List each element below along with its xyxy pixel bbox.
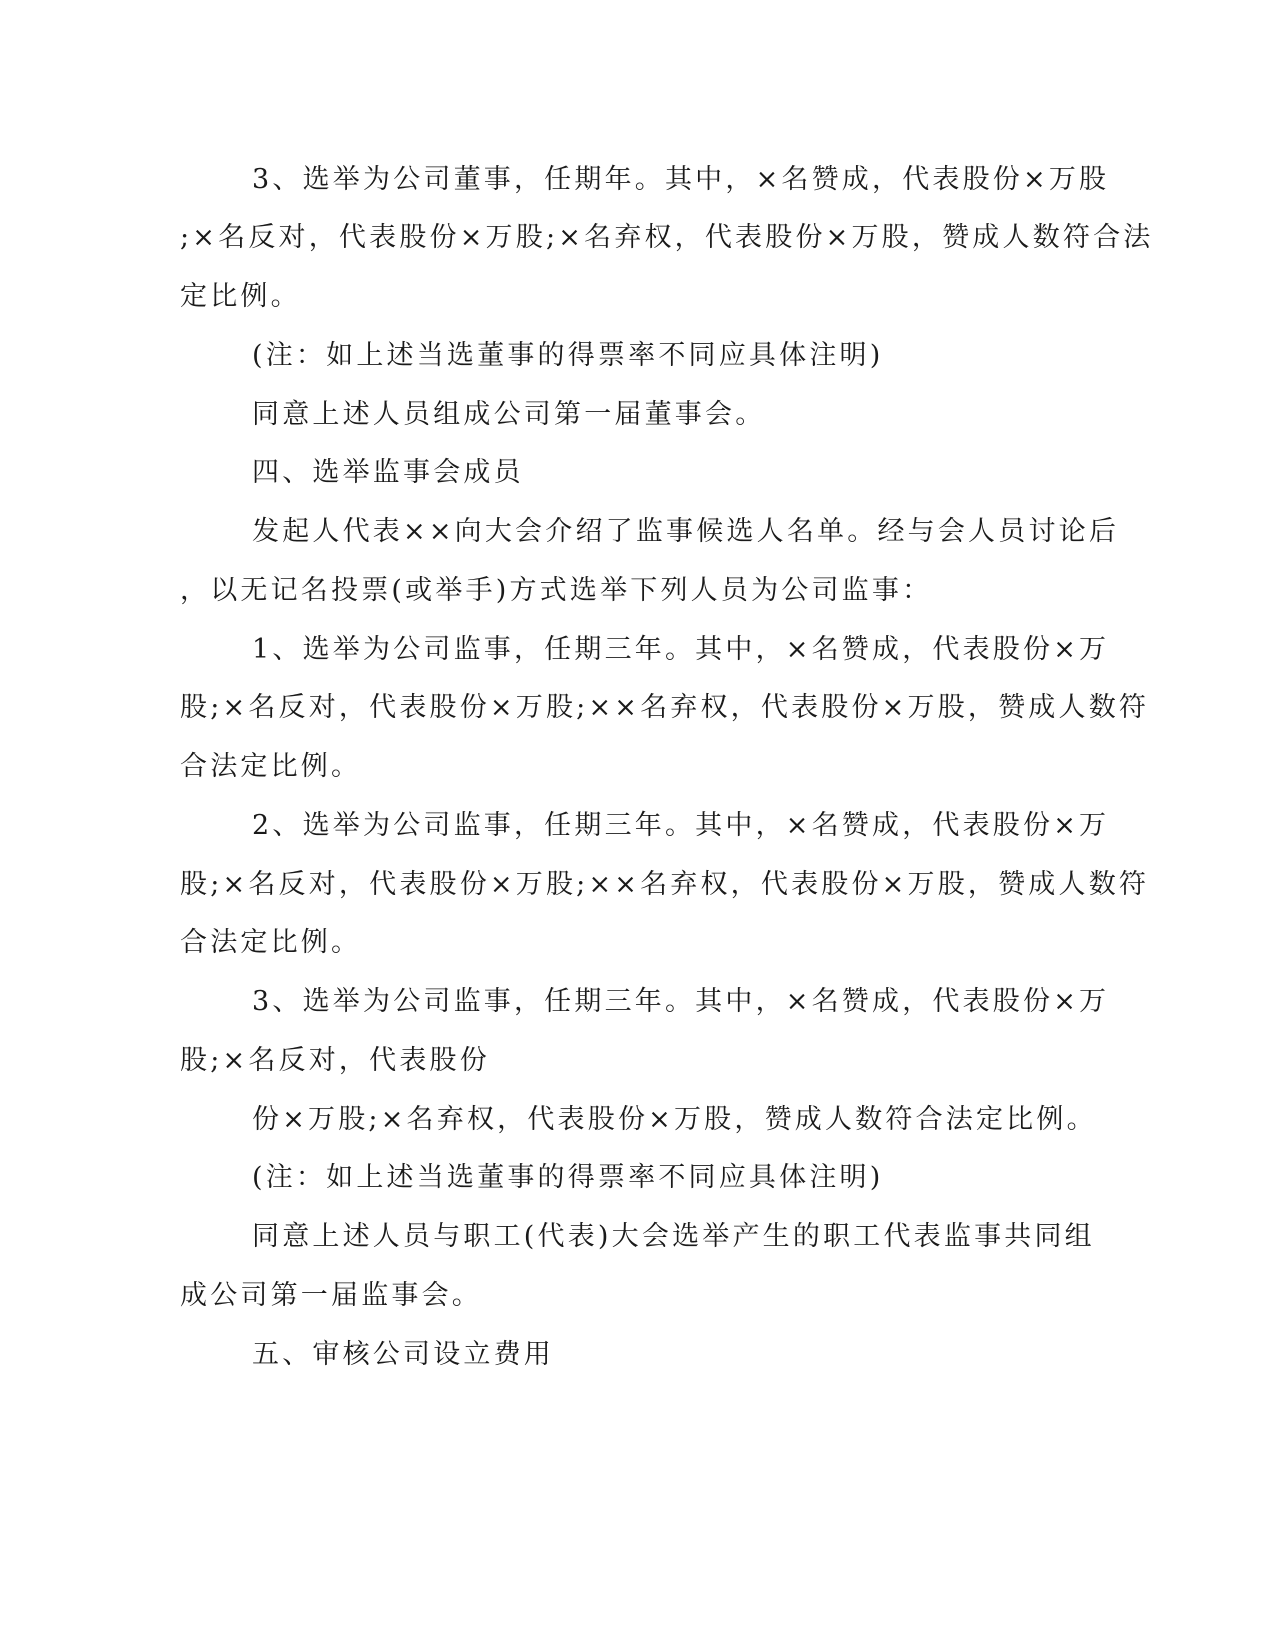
supervisor-election-2-line-1: 2、选举为公司监事，任期三年。其中，×名赞成，代表股份×万 xyxy=(252,810,1110,841)
director-note: (注：如上述当选董事的得票率不同应具体注明) xyxy=(252,340,884,371)
supervisory-board-statement-line-1: 同意上述人员与职工(代表)大会选举产生的职工代表监事共同组 xyxy=(252,1221,1095,1252)
supervisor-election-2-line-3: 合法定比例。 xyxy=(180,927,362,958)
supervisor-election-1-line-2: 股;×名反对，代表股份×万股;××名弃权，代表股份×万股，赞成人数符 xyxy=(180,692,1150,723)
supervisor-election-3-line-2: 股;×名反对，代表股份 xyxy=(180,1045,490,1076)
supervisor-election-1-line-3: 合法定比例。 xyxy=(180,751,362,782)
supervisor-election-2-line-2: 股;×名反对，代表股份×万股;××名弃权，代表股份×万股，赞成人数符 xyxy=(180,869,1150,900)
supervisor-note: (注：如上述当选董事的得票率不同应具体注明) xyxy=(252,1162,884,1193)
director-election-3-line-1: 3、选举为公司董事，任期年。其中，×名赞成，代表股份×万股 xyxy=(252,164,1110,195)
supervisor-election-3-line-3: 份×万股;×名弃权，代表股份×万股，赞成人数符合法定比例。 xyxy=(252,1104,1097,1135)
supervisory-board-statement-line-2: 成公司第一届监事会。 xyxy=(180,1280,482,1311)
board-formation-statement: 同意上述人员组成公司第一届董事会。 xyxy=(252,399,766,430)
supervisor-election-3-line-1: 3、选举为公司监事，任期三年。其中，×名赞成，代表股份×万 xyxy=(252,986,1110,1017)
director-election-3-line-3: 定比例。 xyxy=(180,281,301,312)
supervisor-election-1-line-1: 1、选举为公司监事，任期三年。其中，×名赞成，代表股份×万 xyxy=(252,634,1110,665)
section-heading-setup-costs: 五、审核公司设立费用 xyxy=(252,1339,554,1370)
supervisor-intro-line-1: 发起人代表××向大会介绍了监事候选人名单。经与会人员讨论后 xyxy=(252,516,1120,547)
supervisor-intro-line-2: ，以无记名投票(或举手)方式选举下列人员为公司监事： xyxy=(180,575,933,606)
director-election-3-line-2: ;×名反对，代表股份×万股;×名弃权，代表股份×万股，赞成人数符合法 xyxy=(180,222,1154,253)
section-heading-supervisors: 四、选举监事会成员 xyxy=(252,457,524,488)
